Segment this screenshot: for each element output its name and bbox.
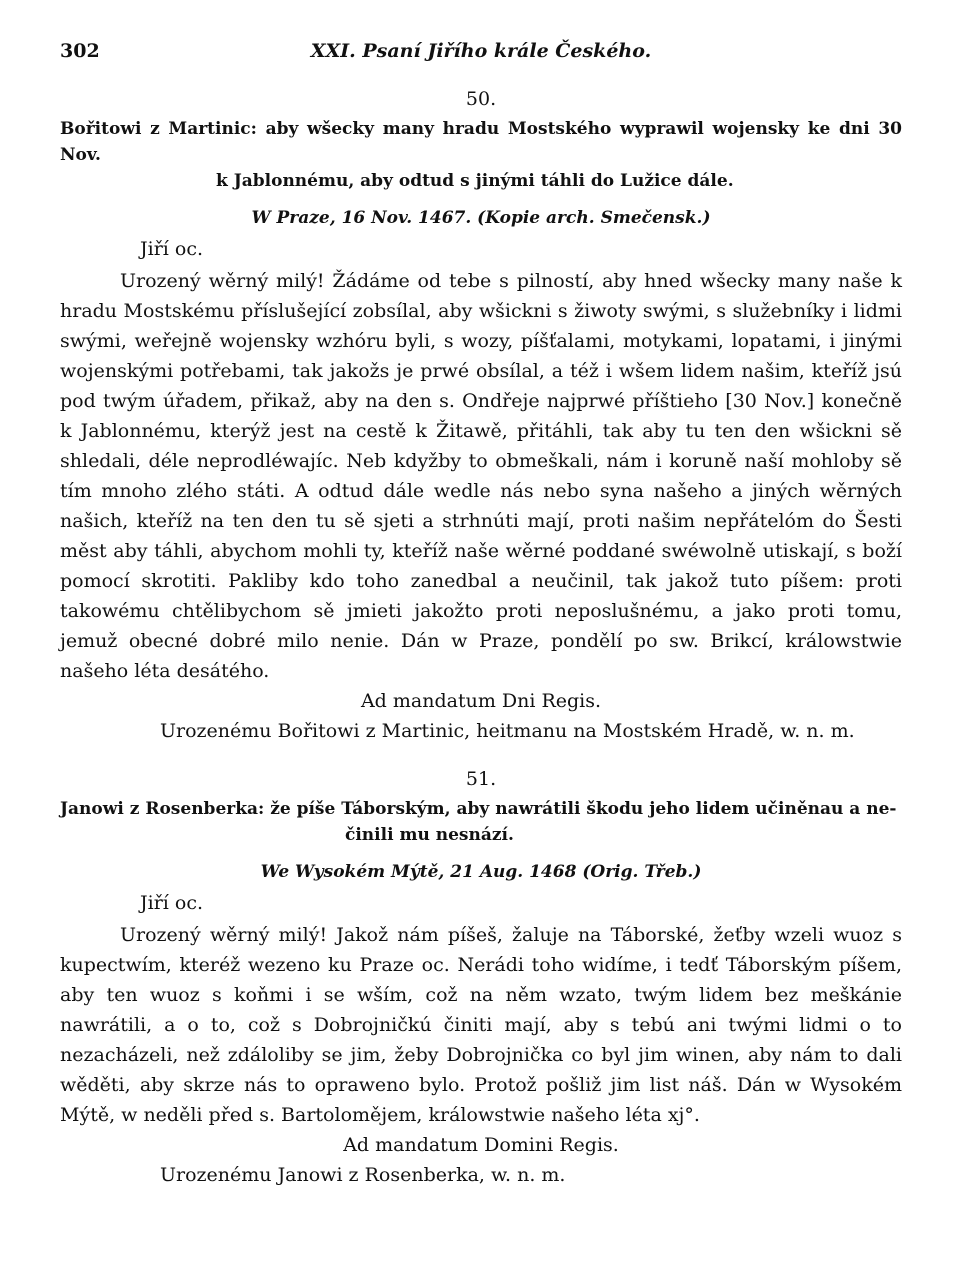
letter-body [60,266,902,686]
document-page [60,40,902,1190]
mandate-line: Ad mandatum Dni Regis. [360,690,602,712]
section-number: 51. [465,768,497,790]
running-title: XXI. Psaní Jiřího krále Českého. [310,40,652,62]
letter-body [60,920,902,1130]
letter-body-text: Urozený wěrný milý! Jakož nám píšeš, žaluje na Táborské, žeťby wzeli wuoz s kupectwím, kteréž wezeno ku Praze oc. Nerádi toho widíme, i tedť Táborským píšem, aby ten wuoz s koňmi i se wším, což na něm wzato, twým lidem bez meškánie nawrátili, a o to, což s Dobrojničkú činiti mají, aby s tebú ani twými lidmi o to nezacházeli, než zdáloliby se jim, žeby Dobrojnička co byl jim winen, aby nám to dali wěděti, aby skrze nás to opraweno bylo. Protož pošliž jim list náš. Dán w Wysokém Mýtě, w neděli před s. Bartolomějem, králowstwie našeho léta xj°. [60,924,902,1126]
page-header [60,40,902,76]
salutation: Jiří oc. [140,238,204,260]
mandate-line: Ad mandatum Domini Regis. [343,1134,619,1156]
address-line: Urozenému Janowi z Rosenberka, w. n. m. [160,1164,566,1186]
dateline: We Wysokém Mýtě, 21 Aug. 1468 (Orig. Třeb.) [260,862,702,882]
summary-line-1: Bořitowi z Martinic: aby wšecky many hradu Mostského wyprawil wojensky ke dni 30 Nov. [60,119,902,165]
letter-body-text: Urozený wěrný milý! Žádáme od tebe s pilností, aby hned wšecky many naše k hradu Mostskému příslušející zobsílal, aby wšickni s žiwoty swými, s služebníky i lidmi swými, weřejně wojensky wzhóru byli, s wozy, píšťalami, motykami, lopatami, i jinými wojenskými potřebami, tak jakožs je prwé obsílal, a též i wšem lidem našim, kteříž jsú pod twým úřadem, přikaž, aby na den s. Ondřeje najprwé příštieho [30 Nov.] konečně k Jablonnému, kterýž jest na cestě k Žitawě, přitáhli, tak aby tu ten den wšickni sě shledali, déle neprodléwajíc. Neb kdyžby to obmeškali, nám i koruně naší mohloby sě tím mnoho zlého státi. A odtud dále wedle nás nebo syna našeho a jiných wěrných našich, kteříž na ten den tu sě sjeti a strhnúti mají, proti našim nepřátelóm do Šesti měst aby táhli, abychom mohli ty, kteříž naše wěrné poddané swéwolně utiskají, s boží pomocí skrotiti. Pakliby kdo toho zanedbal a neučinil, tak jakož tuto píšem: proti takowému chtělibychom sě jmieti jakožto proti neposlušnému, a jako proti tomu, jemuž obecné dobré milo nenie. Dán w Praze, pondělí po sw. Brikcí, králowstwie našeho léta desátého. [60,270,902,682]
section-summary [60,116,902,194]
summary-line-2: k Jablonnému, aby odtud s jinými táhli do Lužice dále. [216,171,734,191]
dateline: W Praze, 16 Nov. 1467. (Kopie arch. Smečensk.) [251,208,711,228]
section-summary [60,796,902,848]
page-number: 302 [60,40,100,62]
section-number: 50. [465,88,497,110]
letter-section-50 [60,88,902,746]
letter-section-51 [60,768,902,1190]
address-line: Urozenému Bořitowi z Martinic, heitmanu na Mostském Hradě, w. n. m. [160,720,855,742]
summary-line-2: činili mu nesnází. [345,825,514,845]
summary-line-1: Janowi z Rosenberka: že píše Táborským, aby nawrátili škodu jeho lidem učiněnau a ne- [60,799,897,819]
salutation: Jiří oc. [140,892,204,914]
